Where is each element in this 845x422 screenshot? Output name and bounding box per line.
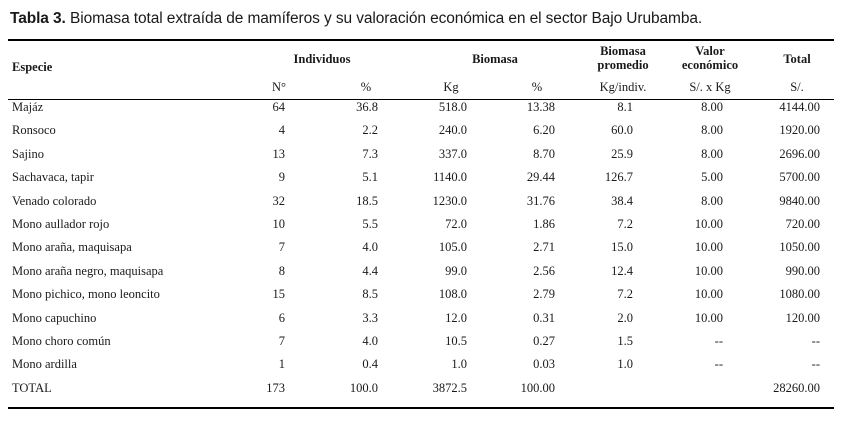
cell-individuos-n: 8 (278, 263, 285, 278)
subheader-pct-individuos: % (360, 80, 372, 94)
cell-individuos-n: 32 (272, 193, 285, 208)
cell-especie: Ronsoco (12, 123, 56, 138)
subheader-pct-biomasa: % (531, 80, 543, 94)
cell-biomasa-pct: 2.71 (533, 240, 555, 255)
cell-total: 9840.00 (779, 193, 820, 208)
cell-individuos-n: 7 (278, 334, 285, 348)
cell-biomasa-promedio: 7.2 (617, 287, 633, 302)
cell-especie: Mono choro común (12, 334, 111, 348)
cell-biomasa-kg: 1230.0 (432, 193, 467, 208)
cell-individuos-pct: 4.4 (362, 263, 378, 278)
cell-especie: Mono aullador rojo (12, 217, 110, 231)
cell-biomasa-promedio: 126.7 (604, 170, 633, 185)
cell-individuos-n: 1 (278, 357, 285, 372)
cell-especie: Mono ardilla (12, 357, 77, 372)
cell-biomasa-promedio: 15.0 (611, 240, 633, 255)
cell-biomasa-promedio: 12.4 (611, 263, 633, 278)
cell-biomasa-pct: 0.03 (533, 357, 555, 372)
cell-individuos-pct: 18.5 (356, 193, 378, 208)
header-valor-line1: Valor (695, 44, 725, 58)
cell-biomasa-promedio: 25.9 (611, 146, 633, 161)
cell-total: 28260.00 (773, 380, 820, 395)
cell-individuos-pct: 100.0 (349, 380, 378, 395)
cell-total: 720.00 (785, 217, 820, 231)
cell-biomasa-promedio: 7.2 (617, 217, 633, 231)
cell-biomasa-promedio: 2.0 (617, 310, 633, 325)
subheader-soles: S/. (790, 80, 804, 94)
caption-text: Biomasa total extraída de mamíferos y su valoración económica en el sector Bajo Urubamba. (65, 10, 703, 27)
cell-individuos-n: 7 (278, 240, 285, 255)
cell-total: 120.00 (785, 310, 820, 325)
cell-biomasa-pct: 8.70 (533, 146, 555, 161)
cell-individuos-pct: 36.8 (356, 100, 378, 114)
cell-biomasa-promedio: 1.5 (617, 334, 633, 348)
cell-individuos-pct: 3.3 (362, 310, 378, 325)
header-especie: Especie (12, 60, 53, 74)
cell-biomasa-pct: 1.86 (533, 217, 555, 231)
subheader-soles-kg: S/. x Kg (689, 80, 731, 94)
cell-biomasa-pct: 100.00 (520, 380, 555, 395)
cell-biomasa-kg: 72.0 (445, 217, 467, 231)
cell-especie: Mono pichico, mono leoncito (12, 287, 160, 302)
cell-individuos-pct: 2.2 (362, 123, 378, 138)
cell-valor-economico: 10.00 (694, 287, 723, 302)
cell-total: 5700.00 (779, 170, 820, 185)
cell-individuos-pct: 7.3 (362, 146, 378, 161)
cell-biomasa-kg: 1140.0 (433, 170, 467, 185)
cell-valor-economico: 8.00 (701, 123, 723, 138)
cell-individuos-n: 9 (278, 170, 285, 185)
cell-valor-economico: 5.00 (701, 170, 723, 185)
cell-biomasa-kg: 518.0 (438, 100, 467, 114)
cell-biomasa-promedio: 1.0 (617, 357, 633, 372)
cell-especie: Sajino (12, 146, 44, 161)
cell-biomasa-pct: 0.27 (533, 334, 555, 348)
table-top-rule (8, 39, 834, 41)
cell-biomasa-kg: 240.0 (438, 123, 467, 138)
cell-total: 4144.00 (779, 100, 820, 114)
cell-total: 1080.00 (779, 287, 820, 302)
cell-valor-economico: 8.00 (701, 100, 723, 114)
cell-individuos-pct: 5.1 (362, 170, 378, 185)
cell-individuos-n: 13 (272, 146, 285, 161)
cell-biomasa-kg: 3872.5 (432, 380, 467, 395)
cell-especie: Sachavaca, tapir (12, 170, 94, 185)
header-biomasa-promedio-line1: Biomasa (600, 44, 646, 58)
cell-biomasa-kg: 337.0 (438, 146, 467, 161)
subheader-n: N° (271, 80, 287, 94)
cell-individuos-pct: 8.5 (362, 287, 378, 302)
cell-biomasa-kg: 105.0 (438, 240, 467, 255)
cell-individuos-pct: 5.5 (362, 217, 378, 231)
cell-individuos-pct: 0.4 (362, 357, 378, 372)
cell-valor-economico: 8.00 (701, 146, 723, 161)
cell-valor-economico: 10.00 (694, 240, 723, 255)
cell-biomasa-kg: 99.0 (445, 263, 467, 278)
cell-especie: Venado colorado (12, 193, 97, 208)
cell-valor-economico: 10.00 (694, 217, 723, 231)
cell-especie: TOTAL (12, 380, 52, 395)
cell-biomasa-kg: 10.5 (445, 334, 467, 348)
cell-biomasa-kg: 12.0 (445, 310, 467, 325)
cell-especie: Majáz (12, 100, 44, 114)
cell-total: -- (811, 334, 820, 348)
cell-biomasa-pct: 13.38 (526, 100, 555, 114)
cell-biomasa-pct: 2.79 (533, 287, 555, 302)
cell-especie: Mono araña, maquisapa (12, 240, 132, 255)
cell-biomasa-pct: 6.20 (533, 123, 555, 138)
subheader-kg: Kg (443, 80, 459, 94)
cell-valor-economico: 10.00 (694, 310, 723, 325)
cell-biomasa-pct: 0.31 (533, 310, 555, 325)
cell-valor-economico: -- (714, 357, 723, 372)
cell-individuos-n: 6 (278, 310, 285, 325)
cell-total: 2696.00 (779, 146, 820, 161)
table-bottom-rule (8, 407, 834, 409)
cell-total: 1920.00 (779, 123, 820, 138)
header-individuos: Individuos (293, 52, 351, 66)
cell-biomasa-promedio: 38.4 (611, 193, 633, 208)
cell-total: -- (811, 357, 820, 372)
cell-valor-economico: 8.00 (701, 193, 723, 208)
cell-individuos-n: 4 (278, 123, 285, 138)
cell-biomasa-promedio: 8.1 (617, 100, 633, 114)
cell-individuos-n: 10 (272, 217, 285, 231)
cell-biomasa-pct: 31.76 (526, 193, 555, 208)
cell-valor-economico: -- (714, 334, 723, 348)
cell-individuos-n: 15 (272, 287, 285, 302)
header-total: Total (783, 52, 811, 66)
header-valor-line2: económico (681, 58, 739, 72)
caption-label: Tabla 3. (10, 10, 66, 27)
header-biomasa-promedio-line2: promedio (597, 58, 649, 72)
cell-biomasa-kg: 108.0 (438, 287, 467, 302)
cell-valor-economico: 10.00 (694, 263, 723, 278)
cell-biomasa-promedio: 60.0 (611, 123, 633, 138)
subheader-kg-indiv: Kg/indiv. (599, 80, 647, 94)
cell-individuos-pct: 4.0 (362, 334, 378, 348)
cell-total: 1050.00 (779, 240, 820, 255)
cell-individuos-n: 64 (272, 100, 285, 114)
cell-especie: Mono capuchino (12, 310, 97, 325)
cell-biomasa-pct: 29.44 (526, 170, 555, 185)
cell-total: 990.00 (785, 263, 820, 278)
header-biomasa: Biomasa (472, 52, 518, 66)
table-caption (10, 10, 702, 28)
cell-biomasa-kg: 1.0 (451, 357, 467, 372)
cell-especie: Mono araña negro, maquisapa (12, 263, 164, 278)
cell-individuos-pct: 4.0 (362, 240, 378, 255)
cell-biomasa-pct: 2.56 (533, 263, 555, 278)
cell-individuos-n: 173 (266, 380, 285, 395)
